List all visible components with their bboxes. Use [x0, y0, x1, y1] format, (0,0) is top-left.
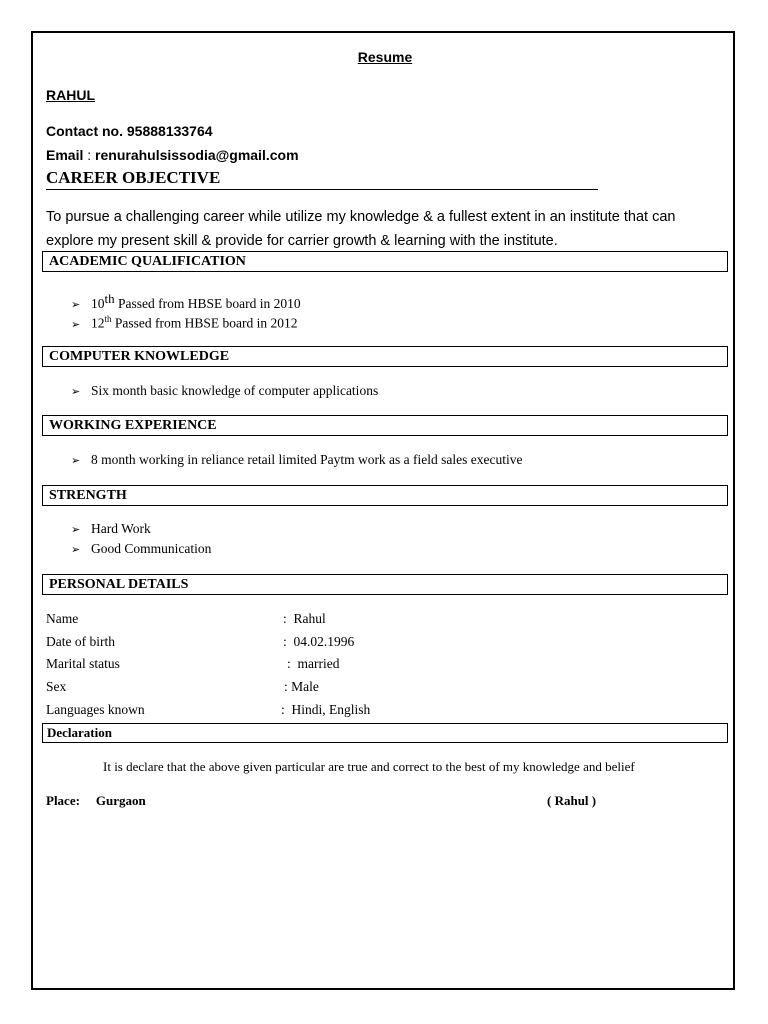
list-item: ➢ 12th Passed from HBSE board in 2012: [71, 314, 298, 331]
place-line: [46, 793, 146, 809]
list-item: ➢ Hard Work: [71, 521, 151, 536]
declaration-text: It is declare that the above given particular are true and correct to the best of my knowledge and belief: [103, 759, 635, 774]
email-line: Email : renurahulsissodia@gmail.com: [46, 147, 299, 163]
list-item: ➢ 8 month working in reliance retail limited Paytm work as a field sales executive: [71, 452, 523, 467]
contact-number: Contact no. 95888133764: [46, 123, 213, 139]
personal-label-languages: Languages known: [46, 702, 145, 717]
academic-heading: ACADEMIC QUALIFICATION: [42, 251, 728, 272]
list-item: ➢ Good Communication: [71, 541, 212, 556]
personal-label-dob: Date of birth: [46, 634, 115, 649]
career-objective-text: To pursue a challenging career while utilize my knowledge & a fullest extent in an institute that can explore my present skill & provide for carrier growth & learning with the institute.: [46, 209, 676, 249]
candidate-name: RAHUL: [46, 87, 95, 103]
list-item: ➢ Six month basic knowledge of computer applications: [71, 383, 379, 398]
declaration-heading: Declaration: [42, 723, 728, 743]
personal-value-sex: : Male: [284, 679, 319, 694]
working-experience-heading: WORKING EXPERIENCE: [42, 415, 728, 436]
personal-value-languages: : Hindi, English: [281, 702, 371, 717]
arrow-bullet-icon: ➢: [71, 298, 81, 311]
resume-page: [31, 31, 735, 990]
document-title: Resume: [357, 49, 413, 65]
career-objective-heading: CAREER OBJECTIVE: [46, 168, 598, 190]
email-label: Email: [46, 147, 84, 163]
personal-value-name: : Rahul: [283, 611, 326, 626]
personal-details-heading: PERSONAL DETAILS: [42, 574, 728, 595]
place-value: Gurgaon: [95, 793, 146, 808]
computer-knowledge-heading: COMPUTER KNOWLEDGE: [42, 346, 728, 367]
arrow-bullet-icon: ➢: [71, 543, 81, 556]
signature-name: ( Rahul ): [547, 793, 597, 808]
strength-heading: STRENGTH: [42, 485, 728, 506]
arrow-bullet-icon: ➢: [71, 454, 81, 467]
list-item: ➢ 10th Passed from HBSE board in 2010: [71, 291, 301, 311]
email-value: renurahulsissodia@gmail.com: [95, 147, 299, 163]
arrow-bullet-icon: ➢: [71, 317, 81, 331]
personal-label-sex: Sex: [46, 679, 67, 694]
personal-label-marital: Marital status: [46, 656, 120, 671]
arrow-bullet-icon: ➢: [71, 385, 81, 398]
personal-value-marital: : married: [287, 656, 340, 671]
personal-label-name: Name: [46, 611, 79, 626]
place-label: Place:: [46, 793, 80, 808]
personal-value-dob: : 04.02.1996: [283, 634, 355, 649]
arrow-bullet-icon: ➢: [71, 523, 81, 536]
